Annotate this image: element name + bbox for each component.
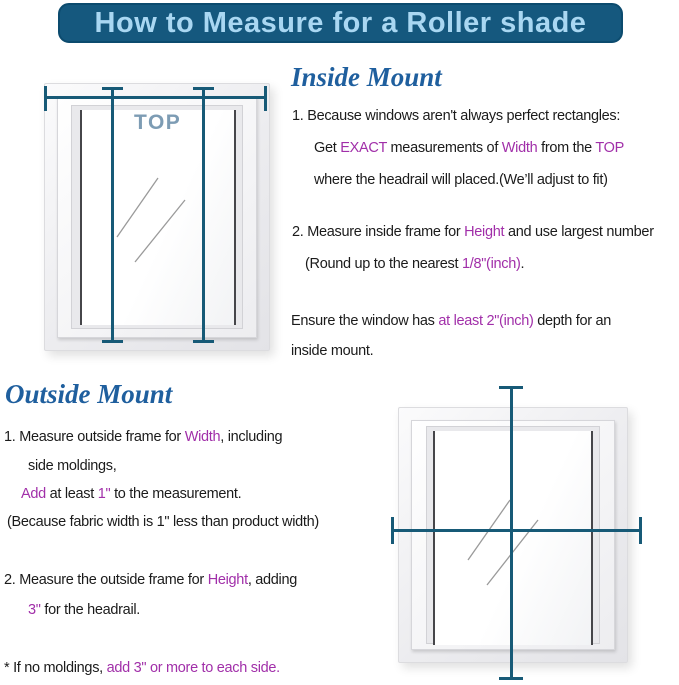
- no-moldings-note: * If no moldings, add 3" or more to each side.: [4, 660, 280, 676]
- height-line-right-cap-top: [193, 87, 214, 90]
- page-title: How to Measure for a Roller shade: [94, 6, 587, 39]
- outside-height-cap-top: [499, 386, 523, 389]
- inside-step1-line1: 1. Because windows aren't always perfect rectangles:: [292, 108, 621, 124]
- inside-depth-note-line2: inside mount.: [291, 343, 374, 359]
- inside-step1-line2: Get EXACT measurements of Width from the TOP: [314, 140, 624, 156]
- outside-step2-line2: 3" for the headrail.: [28, 602, 141, 618]
- width-line-cap-left: [44, 86, 47, 111]
- outside-height-cap-bottom: [499, 677, 523, 680]
- outside-step1-line2: side moldings,: [28, 458, 117, 474]
- glass-reflection-lines: [398, 407, 628, 663]
- width-line-cap-right: [264, 86, 267, 111]
- outside-mount-window-illustration: [398, 407, 628, 663]
- outside-step1-line4: (Because fabric width is 1" less than product width): [7, 514, 319, 530]
- outside-width-cap-right: [639, 517, 642, 544]
- inside-depth-note-line1: Ensure the window has at least 2"(inch) depth for an: [291, 313, 612, 329]
- inside-step2-line1: 2. Measure inside frame for Height and use largest number: [292, 224, 654, 240]
- height-measurement-line-left: [111, 88, 114, 343]
- inside-step2-line2: (Round up to the nearest 1/8"(inch).: [305, 256, 525, 272]
- title-banner: [58, 3, 623, 43]
- height-measurement-line-right: [202, 88, 205, 343]
- outside-mount-heading: Outside Mount: [5, 379, 173, 409]
- outside-width-cap-left: [391, 517, 394, 544]
- width-measurement-line: [45, 96, 266, 99]
- top-edge-label: TOP: [134, 111, 182, 134]
- outside-step1-line1: 1. Measure outside frame for Width, including: [4, 429, 283, 445]
- outside-step1-line3: Add at least 1" to the measurement.: [21, 486, 242, 502]
- height-line-left-cap-bottom: [102, 340, 123, 343]
- height-line-left-cap-top: [102, 87, 123, 90]
- outside-step2-line1: 2. Measure the outside frame for Height, adding: [4, 572, 298, 588]
- inside-step1-line3: where the headrail will placed.(We’ll adjust to fit): [314, 172, 608, 188]
- outside-height-measurement-line: [510, 387, 513, 679]
- height-line-right-cap-bottom: [193, 340, 214, 343]
- outside-width-measurement-line: [393, 529, 641, 532]
- inside-mount-heading: Inside Mount: [291, 62, 442, 92]
